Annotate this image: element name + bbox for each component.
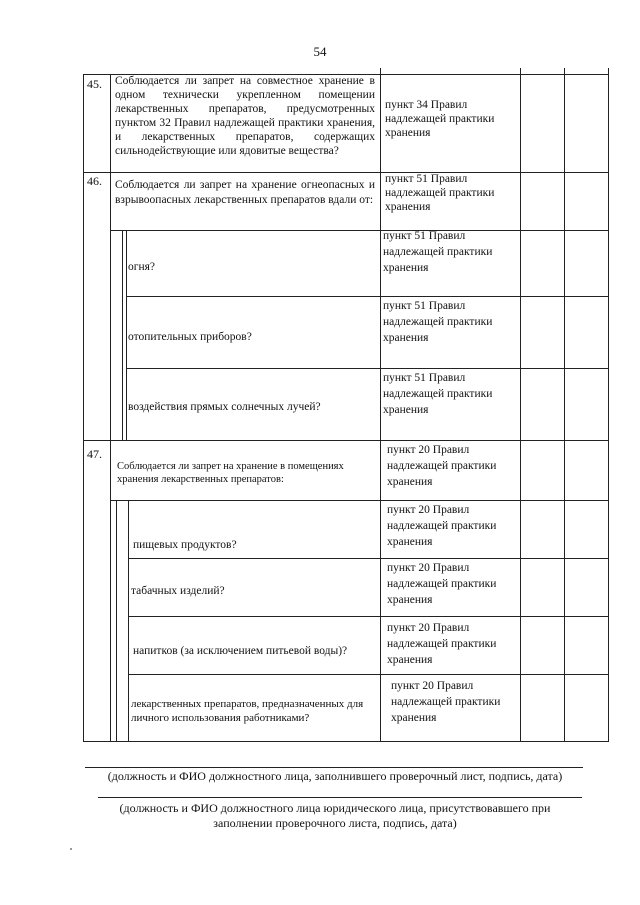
row-question: Соблюдается ли запрет на совместное хранение в одном технически укрепленном помещении лекарственных препаратов, предусмотренных пунктом 32 Правил надлежащей практики хранения, и лекарственных препаратов, содержащих сильнодействующие или ядовитые вещества? (115, 75, 375, 157)
subitem-indent-46-a (122, 230, 123, 440)
row-separator-46-head (111, 230, 609, 231)
subitem-reference: пункт 51 Правил надлежащей практики хранения (383, 300, 493, 344)
row-separator-46-47 (83, 440, 609, 441)
subitem-indent-47-b (128, 500, 129, 741)
subitem-question: пищевых продуктов? (133, 539, 237, 551)
subitem-reference: пункт 20 Правил надлежащей практики хранения (387, 504, 497, 548)
subitem-reference: пункт 51 Правил надлежащей практики хранения (383, 372, 493, 416)
subitem-question: огня? (128, 261, 156, 273)
subitem-question: отопительных приборов? (128, 331, 252, 343)
checklist-table (83, 68, 609, 742)
scan-speck (70, 848, 72, 850)
row-separator-47-head (111, 500, 609, 501)
signature-caption-representative: (должность и ФИО должностного лица юридического лица, присутствовавшего при заполнении проверочного листа, подпись, дата) (119, 801, 551, 830)
row-separator-46-a (126, 296, 609, 297)
table-bottom-border (83, 741, 609, 742)
row-separator-46-b (126, 368, 609, 369)
row-number: 45. (87, 77, 102, 91)
answer-column-2-divider (564, 68, 565, 741)
row-question: Соблюдается ли запрет на хранение огнеопасных и взрывоопасных лекарственных препаратов вдали от: (115, 179, 375, 206)
reference-column-divider (380, 68, 381, 741)
subitem-reference: пункт 20 Правил надлежащей практики хранения (391, 680, 501, 724)
subitem-reference: пункт 51 Правил надлежащей практики хранения (383, 230, 493, 274)
row-number: 46. (87, 174, 102, 188)
subitem-indent-47-a (116, 500, 117, 741)
row-reference: пункт 34 Правил надлежащей практики хранения (385, 99, 495, 139)
subitem-question: лекарственных препаратов, предназначенных для личного использования работниками? (131, 698, 364, 724)
subitem-reference: пункт 20 Правил надлежащей практики хранения (387, 622, 497, 666)
row-reference: пункт 51 Правил надлежащей практики хранения (385, 173, 495, 213)
subitem-reference: пункт 20 Правил надлежащей практики хранения (387, 562, 497, 606)
row-separator-47-b (128, 616, 609, 617)
answer-column-1-divider (520, 68, 521, 741)
subitem-question: табачных изделий? (131, 585, 225, 597)
table-right-border (608, 68, 609, 741)
row-question: Соблюдается ли запрет на хранение в помещениях хранения лекарственных препаратов: (117, 461, 344, 485)
row-separator-47-c (128, 674, 609, 675)
row-separator-45-46 (83, 172, 609, 173)
row-separator-47-a (128, 558, 609, 559)
signature-line-representative (98, 797, 582, 798)
subitem-question: напитков (за исключением питьевой воды)? (133, 645, 348, 657)
row-number: 47. (87, 447, 102, 461)
signature-caption-official: (должность и ФИО должностного лица, заполнившего проверочный лист, подпись, дата) (107, 769, 563, 783)
page-number: 54 (313, 44, 327, 59)
signature-line-official (85, 767, 583, 768)
subitem-question: воздействия прямых солнечных лучей? (128, 401, 321, 413)
subitem-indent-46-b (126, 230, 127, 440)
number-column-divider (110, 74, 111, 741)
table-left-border (83, 74, 84, 741)
row-reference: пункт 20 Правил надлежащей практики хранения (387, 444, 497, 488)
